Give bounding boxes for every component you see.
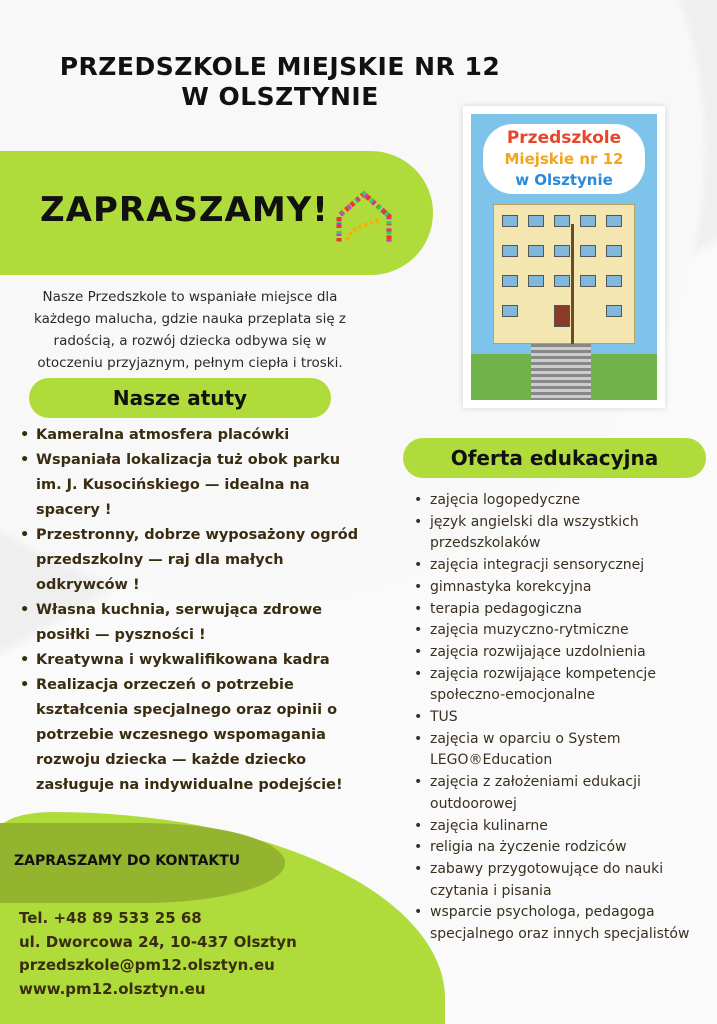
list-item: • zajęcia integracji sensorycznej <box>414 555 714 577</box>
list-item: • TUS <box>414 707 714 729</box>
list-item: • zabawy przygotowujące do nauki czytania i pisania <box>414 859 714 902</box>
page-title <box>0 52 560 112</box>
intro-text: Nasze Przedszkole to wspaniałe miejsce dla każdego malucha, gdzie nauka przeplata się z radością, a rozwój dziecka odbywa się w otoczeniu przyjaznym, pełnym ciepła i troski. <box>33 289 347 371</box>
list-item: • Wspaniała lokalizacja tuż obok parku im. J. Kusocińskiego — idealna na spacery ! <box>18 448 368 523</box>
list-item: • terapia pedagogiczna <box>414 599 714 621</box>
list-item: • język angielski dla wszystkich przedszkolaków <box>414 512 714 555</box>
contact-heading-oval <box>0 823 285 903</box>
contact-address: ul. Dworcowa 24, 10-437 Olsztyn <box>19 932 297 951</box>
list-item: • zajęcia logopedyczne <box>414 490 714 512</box>
poster-title <box>483 124 645 194</box>
list-item: • Kreatywna i wykwalifikowana kadra <box>18 648 368 673</box>
list-item: • zajęcia muzyczno-rytmiczne <box>414 620 714 642</box>
poster-line: Miejskie nr 12 <box>504 150 624 168</box>
oferta-list <box>414 490 714 946</box>
list-item: • zajęcia kulinarne <box>414 816 714 838</box>
house-logo-icon <box>333 190 395 250</box>
list-item: • zajęcia z założeniami edukacji outdoorowej <box>414 772 714 815</box>
contact-website[interactable]: www.pm12.olsztyn.eu <box>19 979 206 998</box>
atuty-heading: Nasze atuty <box>29 378 331 418</box>
list-item: • zajęcia rozwijające kompetencje społeczno-emocjonalne <box>414 664 714 707</box>
title-line: PRZEDSZKOLE MIEJSKIE NR 12 <box>59 52 501 81</box>
contact-info <box>19 907 419 1001</box>
title-line: W OLSZTYNIE <box>181 82 379 111</box>
list-item: • zajęcia w oparciu o System LEGO®Education <box>414 729 714 772</box>
poster-line: w Olsztynie <box>515 171 613 189</box>
list-item: • zajęcia rozwijające uzdolnienia <box>414 642 714 664</box>
oferta-heading: Oferta edukacyjna <box>403 438 706 478</box>
list-item: • Przestronny, dobrze wyposażony ogród przedszkolny — raj dla małych odkrywców ! <box>18 523 368 598</box>
atuty-list <box>18 423 368 798</box>
list-item: • Realizacja orzeczeń o potrzebie kształcenia specjalnego oraz opinii o potrzebie wczesnego wspomagania rozwoju dziecka — każde dziecko zasługuje na indywidualne podejście! <box>18 673 368 798</box>
list-item: • gimnastyka korekcyjna <box>414 577 714 599</box>
list-item: • wsparcie psychologa, pedagoga specjalnego oraz innych specjalistów <box>414 902 714 945</box>
list-item: • Kameralna atmosfera placówki <box>18 423 368 448</box>
preschool-poster-image <box>463 106 665 408</box>
list-item: • Własna kuchnia, serwująca zdrowe posiłki — pyszności ! <box>18 598 368 648</box>
contact-heading: ZAPRASZAMY DO KONTAKTU <box>14 853 241 869</box>
poster-line: Przedszkole <box>506 128 622 148</box>
banner-text: ZAPRASZAMY! <box>40 190 329 230</box>
contact-phone[interactable]: Tel. +48 89 533 25 68 <box>19 909 202 927</box>
contact-email[interactable]: przedszkole@pm12.olsztyn.eu <box>19 956 275 974</box>
list-item: • religia na życzenie rodziców <box>414 837 714 859</box>
